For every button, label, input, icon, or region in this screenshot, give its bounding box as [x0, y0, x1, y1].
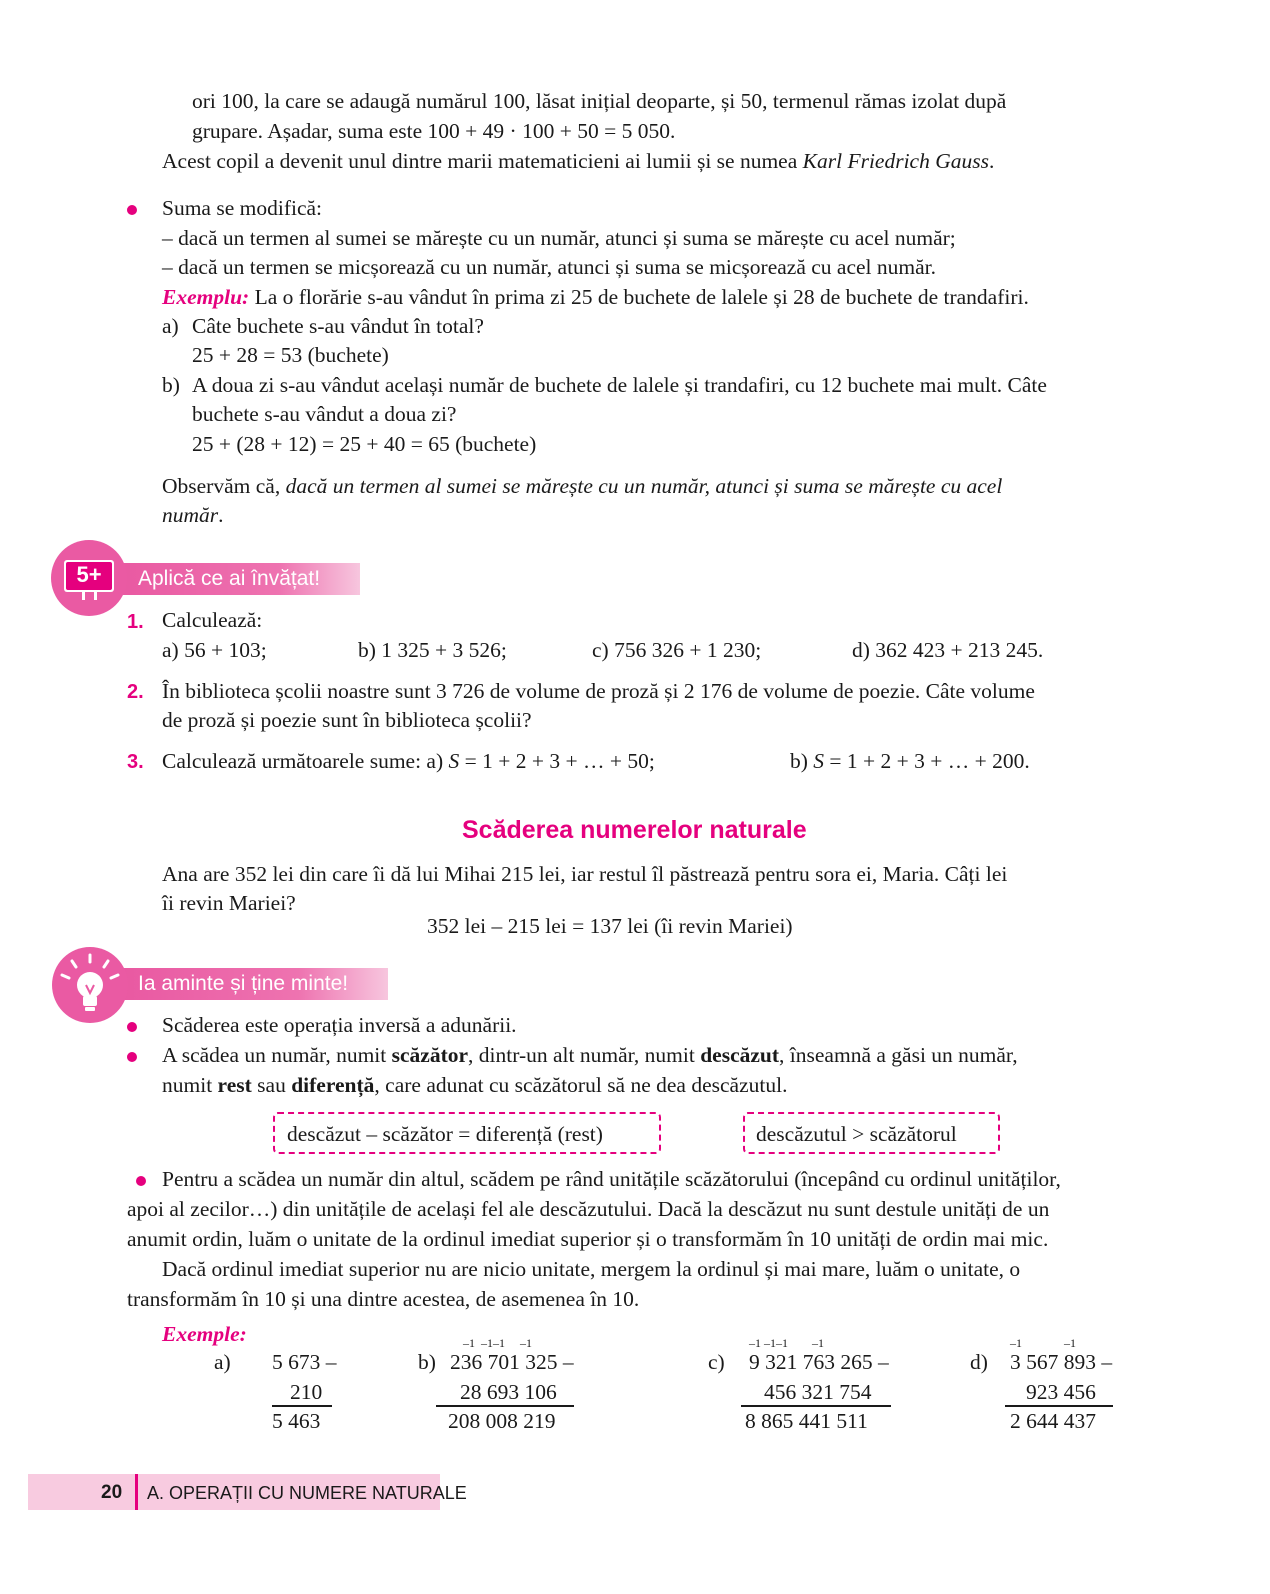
- rule-title: Suma se modifică:: [162, 196, 323, 220]
- minuend: 5 673 –: [272, 1350, 337, 1374]
- exercise-item: a) 56 + 103;: [162, 638, 267, 662]
- exercise-text: de proză și poezie sunt în biblioteca școlii?: [162, 708, 532, 732]
- text-line: grupare. Așadar, suma este 100 + 49 · 100 + 50 = 5 050.: [192, 119, 676, 143]
- bullet-icon: [127, 1022, 137, 1032]
- borrow-marks: –1 –1: [1010, 1336, 1076, 1350]
- example-text: La o florărie s-au vândut în prima zi 25 de buchete de lalele și 28 de buchete de trandafiri.: [249, 285, 1029, 309]
- borrow-marks: –1 –1–1 –1: [749, 1336, 824, 1350]
- item-label: b): [162, 373, 180, 397]
- section-title: Scăderea numerelor naturale: [462, 816, 807, 844]
- text-span: numit: [162, 1073, 218, 1097]
- lightbulb-icon: [52, 947, 128, 1023]
- bullet-icon: [127, 205, 137, 215]
- difference: 5 463: [272, 1409, 321, 1433]
- observation-rule: număr: [162, 503, 219, 527]
- board-icon: [64, 560, 114, 592]
- badge-text: 5+: [76, 562, 102, 587]
- examples-label: Exemple:: [162, 1322, 247, 1346]
- definition-line: [162, 1045, 1018, 1067]
- method-text: Dacă ordinul imediat superior nu are nicio unitate, mergem la ordinul și mai mare, luăm o unitate, o: [162, 1257, 1021, 1281]
- difference: 8 865 441 511: [745, 1409, 868, 1433]
- subtrahend: 923 456: [1026, 1380, 1096, 1404]
- formula-text: descăzutul > scăzătorul: [756, 1122, 957, 1146]
- rule-item: – dacă un termen al sumei se mărește cu un număr, atunci și suma se mărește cu acel număr;: [162, 226, 956, 250]
- definition-line: [162, 1075, 787, 1097]
- text-span: , care adunat cu scăzătorul să ne dea descăzutul.: [374, 1073, 788, 1097]
- method-text: transformăm în 10 și una dintre acestea, de asemenea în 10.: [127, 1287, 640, 1311]
- result-line: [272, 1405, 332, 1407]
- footer-divider: [135, 1474, 138, 1510]
- answer-a: 25 + 28 = 53 (buchete): [192, 343, 389, 367]
- bullet-icon: [127, 1052, 137, 1062]
- borrow-marks: –1 –1–1 –1: [463, 1336, 532, 1350]
- gauss-name: Karl Friedrich Gauss: [802, 149, 989, 173]
- example-label: a): [214, 1350, 231, 1374]
- example-line: [162, 287, 1029, 309]
- text-span: .: [218, 503, 224, 527]
- text-span: b): [790, 749, 814, 773]
- term-rest: rest: [217, 1073, 252, 1097]
- method-text: apoi al zecilor…) din unitățile de același fel ale descăzutului. Dacă la descăzut nu sunt destule unități de un: [127, 1197, 1050, 1221]
- sum-symbol: S: [448, 749, 460, 773]
- item-label: a): [162, 314, 179, 338]
- term-difference: diferență: [291, 1073, 375, 1097]
- exercise-number: 1.: [127, 611, 144, 633]
- example-label: b): [418, 1350, 436, 1374]
- observation-rule: dacă un termen al sumei se mărește cu un număr, atunci și suma se mărește cu acel: [285, 474, 1003, 498]
- text-line: [162, 151, 994, 173]
- exercise-number: 2.: [127, 681, 144, 703]
- text-span: = 1 + 2 + 3 + … + 200.: [824, 749, 1030, 773]
- exercise-number: 3.: [127, 751, 144, 773]
- exercise-text: [162, 751, 655, 773]
- rule-text: Scăderea este operația inversă a adunării.: [162, 1013, 517, 1037]
- text-span: Observăm că,: [162, 474, 286, 498]
- result-line: [436, 1405, 574, 1407]
- answer-b: 25 + (28 + 12) = 25 + 40 = 65 (buchete): [192, 432, 537, 456]
- page-number: 20: [101, 1482, 123, 1503]
- formula-text: descăzut – scăzător = diferență (rest): [287, 1122, 603, 1146]
- intro-equation: 352 lei – 215 lei = 137 lei (îi revin Mariei): [427, 914, 793, 938]
- exercise-text: În biblioteca școlii noastre sunt 3 726 de volume de proză și 2 176 de volume de poezie. Câte volume: [162, 679, 1035, 703]
- result-line: [741, 1405, 891, 1407]
- example-label: Exemplu:: [162, 285, 250, 309]
- text-span: , înseamnă a găsi un număr,: [779, 1043, 1018, 1067]
- exercise-text: [790, 751, 1030, 773]
- sum-symbol: S: [813, 749, 825, 773]
- intro-text: îi revin Mariei?: [162, 891, 296, 915]
- text-span: .: [988, 149, 995, 173]
- method-text: anumit ordin, luăm o unitate de la ordinul imediat superior și o transformăm în 10 unități de ordin mai mic.: [127, 1227, 1049, 1251]
- minuend: 3 567 893 –: [1010, 1350, 1113, 1374]
- difference: 208 008 219: [448, 1409, 556, 1433]
- example-label: c): [708, 1350, 725, 1374]
- question-a: Câte buchete s-au vândut în total?: [192, 314, 484, 338]
- minuend: 236 701 325 –: [450, 1350, 574, 1374]
- text-span: Acest copil a devenit unul dintre marii matematicieni ai lumii și se numea: [162, 149, 803, 173]
- text-span: sau: [251, 1073, 292, 1097]
- minuend: 9 321 763 265 –: [749, 1350, 889, 1374]
- text-line: ori 100, la care se adaugă numărul 100, lăsat inițial deoparte, și 50, termenul rămas izolat după: [192, 89, 1007, 113]
- intro-text: Ana are 352 lei din care îi dă lui Mihai 215 lei, iar restul îl păstrează pentru sora ei, Maria. Câți lei: [162, 862, 1008, 886]
- subtrahend: 28 693 106: [460, 1380, 557, 1404]
- text-span: = 1 + 2 + 3 + … + 50;: [459, 749, 655, 773]
- text-span: , dintr-un alt număr, numit: [468, 1043, 701, 1067]
- question-b: A doua zi s-au vândut același număr de buchete de lalele și trandafiri, cu 12 buchete mai mult. Câte: [192, 373, 1047, 397]
- difference: 2 644 437: [1010, 1409, 1096, 1433]
- remember-title: Ia aminte și ține minte!: [138, 972, 349, 995]
- apply-title: Aplică ce ai învățat!: [138, 567, 321, 590]
- bullet-icon: [136, 1176, 146, 1186]
- result-line: [1005, 1405, 1113, 1407]
- subtrahend: 456 321 754: [764, 1380, 872, 1404]
- method-text: Pentru a scădea un număr din altul, scădem pe rând unitățile scăzătorului (începând cu ordinul unităților,: [162, 1167, 1061, 1191]
- observation: [162, 505, 224, 527]
- term-minuend: descăzut: [700, 1043, 780, 1067]
- subtrahend: 210: [290, 1380, 323, 1404]
- text-span: A scădea un număr, numit: [162, 1043, 392, 1067]
- question-b: buchete s-au vândut a doua zi?: [192, 402, 457, 426]
- example-label: d): [970, 1350, 988, 1374]
- observation: [162, 476, 1002, 498]
- exercise-text: Calculează:: [162, 608, 263, 632]
- exercise-item: b) 1 325 + 3 526;: [358, 638, 507, 662]
- exercise-item: d) 362 423 + 213 245.: [852, 638, 1044, 662]
- exercise-item: c) 756 326 + 1 230;: [592, 638, 762, 662]
- text-span: Calculează următoarele sume: a): [162, 749, 449, 773]
- rule-item: – dacă un termen se micșorează cu un număr, atunci și suma se micșorează cu acel număr.: [162, 255, 937, 279]
- term-subtrahend: scăzător: [391, 1043, 469, 1067]
- chapter-title: A. OPERAȚII CU NUMERE NATURALE: [147, 1483, 467, 1503]
